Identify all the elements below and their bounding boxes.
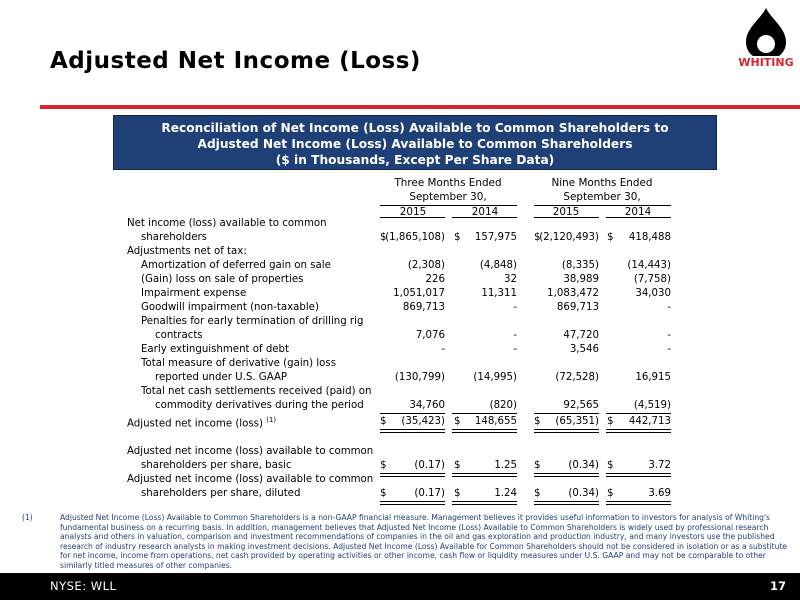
year-header: 2014 — [624, 206, 652, 218]
total-double-underline — [380, 473, 445, 477]
value-cell: (14,443) — [627, 260, 671, 271]
total-double-underline — [606, 501, 671, 505]
year-header: 2014 — [471, 206, 499, 218]
year-header: 2015 — [552, 206, 580, 218]
title-divider — [40, 105, 800, 109]
year-header: 2015 — [399, 206, 427, 218]
value-cell: 869,713 — [556, 302, 599, 313]
row-label: Total measure of derivative (gain) loss — [141, 358, 337, 369]
dollar-sign: $ — [454, 460, 461, 471]
row-label: Adjusted net income (loss) available to common — [127, 446, 374, 457]
value-cell: 34,030 — [635, 288, 671, 299]
row-label: shareholders — [141, 232, 207, 243]
value-cell: 92,565 — [563, 400, 599, 411]
value-cell: 226 — [425, 274, 445, 285]
value-cell: (35,423) — [401, 416, 445, 427]
value-cell: - — [667, 330, 671, 341]
value-cell: 442,713 — [628, 416, 671, 427]
row-label: (Gain) loss on sale of properties — [141, 274, 304, 285]
total-double-underline — [380, 501, 445, 505]
value-cell: 7,076 — [415, 330, 445, 341]
total-double-underline — [534, 429, 599, 433]
year-underline — [534, 217, 599, 218]
row-label: shareholders per share, diluted — [141, 488, 301, 499]
dollar-sign: $ — [607, 416, 614, 427]
page-title: Adjusted Net Income (Loss) — [50, 48, 421, 74]
footer-bar — [0, 573, 800, 600]
value-cell: - — [513, 302, 517, 313]
value-cell: 157,975 — [474, 232, 517, 243]
row-label: Net income (loss) available to common — [127, 218, 327, 229]
value-cell: - — [513, 330, 517, 341]
dollar-sign: $ — [454, 488, 461, 499]
value-cell: (2,120,493) — [539, 232, 599, 243]
whiting-logo — [736, 6, 796, 70]
dollar-sign: $ — [534, 416, 541, 427]
subtotal-underline — [452, 413, 517, 414]
value-cell: (0.34) — [568, 488, 599, 499]
value-cell: 11,311 — [481, 288, 517, 299]
header-line-2: Adjusted Net Income (Loss) Available to Common Shareholders — [197, 137, 633, 151]
dollar-sign: $ — [380, 488, 387, 499]
row-label: Adjusted net income (loss) $^{(1)}$ — [127, 416, 277, 430]
value-cell: 34,760 — [409, 400, 445, 411]
dollar-sign: $ — [534, 232, 541, 243]
row-label: Early extinguishment of debt — [141, 344, 290, 355]
value-cell: 16,915 — [635, 372, 671, 383]
value-cell: 3.72 — [648, 460, 671, 471]
row-label: reported under U.S. GAAP — [155, 372, 288, 383]
value-cell: 418,488 — [628, 232, 671, 243]
total-double-underline — [534, 473, 599, 477]
subtotal-underline — [380, 413, 445, 414]
dollar-sign: $ — [607, 460, 614, 471]
value-cell: 1.24 — [494, 488, 517, 499]
nine-months-header: Nine Months Ended September 30, — [551, 177, 653, 203]
year-underline — [606, 217, 671, 218]
logo-text: WHITING — [738, 56, 794, 69]
value-cell: (2,308) — [407, 260, 445, 271]
value-cell: - — [667, 302, 671, 313]
row-label: Goodwill impairment (non-taxable) — [141, 302, 319, 313]
row-label: shareholders per share, basic — [141, 460, 292, 471]
year-underline — [380, 217, 445, 218]
value-cell: 38,989 — [563, 274, 599, 285]
row-label: Penalties for early termination of drilling rig — [141, 316, 364, 327]
row-label: contracts — [155, 330, 203, 341]
subtotal-underline — [534, 413, 599, 414]
dollar-sign: $ — [534, 488, 541, 499]
dollar-sign: $ — [380, 232, 387, 243]
value-cell: (72,528) — [555, 372, 599, 383]
total-double-underline — [452, 429, 517, 433]
row-label: Amortization of deferred gain on sale — [141, 260, 331, 271]
dollar-sign: $ — [380, 416, 387, 427]
footnote-number: (1) — [22, 513, 33, 522]
subtotal-underline — [606, 413, 671, 414]
table-header-box — [113, 115, 717, 170]
dollar-sign: $ — [454, 416, 461, 427]
row-label: Total net cash settlements received (paid) on — [141, 386, 372, 397]
value-cell: (0.34) — [568, 460, 599, 471]
value-cell: 1,051,017 — [393, 288, 445, 299]
value-cell: (14,995) — [473, 372, 517, 383]
dollar-sign: $ — [380, 460, 387, 471]
dollar-sign: $ — [534, 460, 541, 471]
row-label: commodity derivatives during the period — [155, 400, 364, 411]
value-cell: (7,758) — [633, 274, 671, 285]
value-cell: 32 — [504, 274, 517, 285]
total-double-underline — [534, 501, 599, 505]
value-cell: 869,713 — [402, 302, 445, 313]
row-label: Impairment expense — [141, 288, 247, 299]
value-cell: (0.17) — [414, 460, 445, 471]
dollar-sign: $ — [607, 488, 614, 499]
dollar-sign: $ — [607, 232, 614, 243]
header-line-1: Reconciliation of Net Income (Loss) Available to Common Shareholders to — [161, 121, 669, 135]
total-double-underline — [380, 429, 445, 433]
value-cell: 3,546 — [569, 344, 599, 355]
dollar-sign: $ — [454, 232, 461, 243]
ticker: NYSE: WLL — [50, 579, 117, 593]
value-cell: (820) — [489, 400, 517, 411]
three-months-header: Three Months Ended September 30, — [394, 177, 502, 203]
value-cell: 1.25 — [494, 460, 517, 471]
total-double-underline — [452, 501, 517, 505]
value-cell: - — [513, 344, 517, 355]
total-double-underline — [452, 473, 517, 477]
value-cell: (0.17) — [414, 488, 445, 499]
value-cell: (130,799) — [394, 372, 445, 383]
year-underline — [452, 217, 517, 218]
value-cell: (8,335) — [561, 260, 599, 271]
header-line-3: ($ in Thousands, Except Per Share Data) — [275, 153, 555, 167]
value-cell: 148,655 — [474, 416, 517, 427]
footnote-text: Adjusted Net Income (Loss) Available to Common Shareholders is a non-GAAP financial measure. Management believes it provides useful information to investors for analysis of Whiting's fundamental business on a recurring basis. In addition, management believes that Adjusted Net Income (Loss) Available to Common Shareholders is widely used by professional research analysts and others in valuation, comparison and investment recommendations of companies in the oil and gas exploration and production industry, and many investors use the published research of industry research analysts in making investment decisions. Adjusted Net Income (Loss) Available for Common Shareholders should not be considered in isolation or as a substitute for net income, income from operations, net cash provided by operating activities or other income, cash flow or liquidity measures under U.S. GAAP and may not be comparable to other similarly titled measures of other companies. — [60, 513, 788, 570]
value-cell: 3.69 — [648, 488, 671, 499]
value-cell: (1,865,108) — [385, 232, 445, 243]
value-cell: (65,351) — [555, 416, 599, 427]
row-label: Adjustments net of tax: — [127, 246, 247, 257]
value-cell: 1,083,472 — [547, 288, 599, 299]
value-cell: - — [441, 344, 445, 355]
page-number: 17 — [769, 579, 786, 593]
row-label: Adjusted net income (loss) available to common — [127, 474, 374, 485]
value-cell: (4,848) — [479, 260, 517, 271]
value-cell: - — [667, 344, 671, 355]
value-cell: 47,720 — [563, 330, 599, 341]
footnote-ref: (1) — [266, 416, 277, 424]
total-double-underline — [606, 473, 671, 477]
total-double-underline — [606, 429, 671, 433]
value-cell: (4,519) — [633, 400, 671, 411]
